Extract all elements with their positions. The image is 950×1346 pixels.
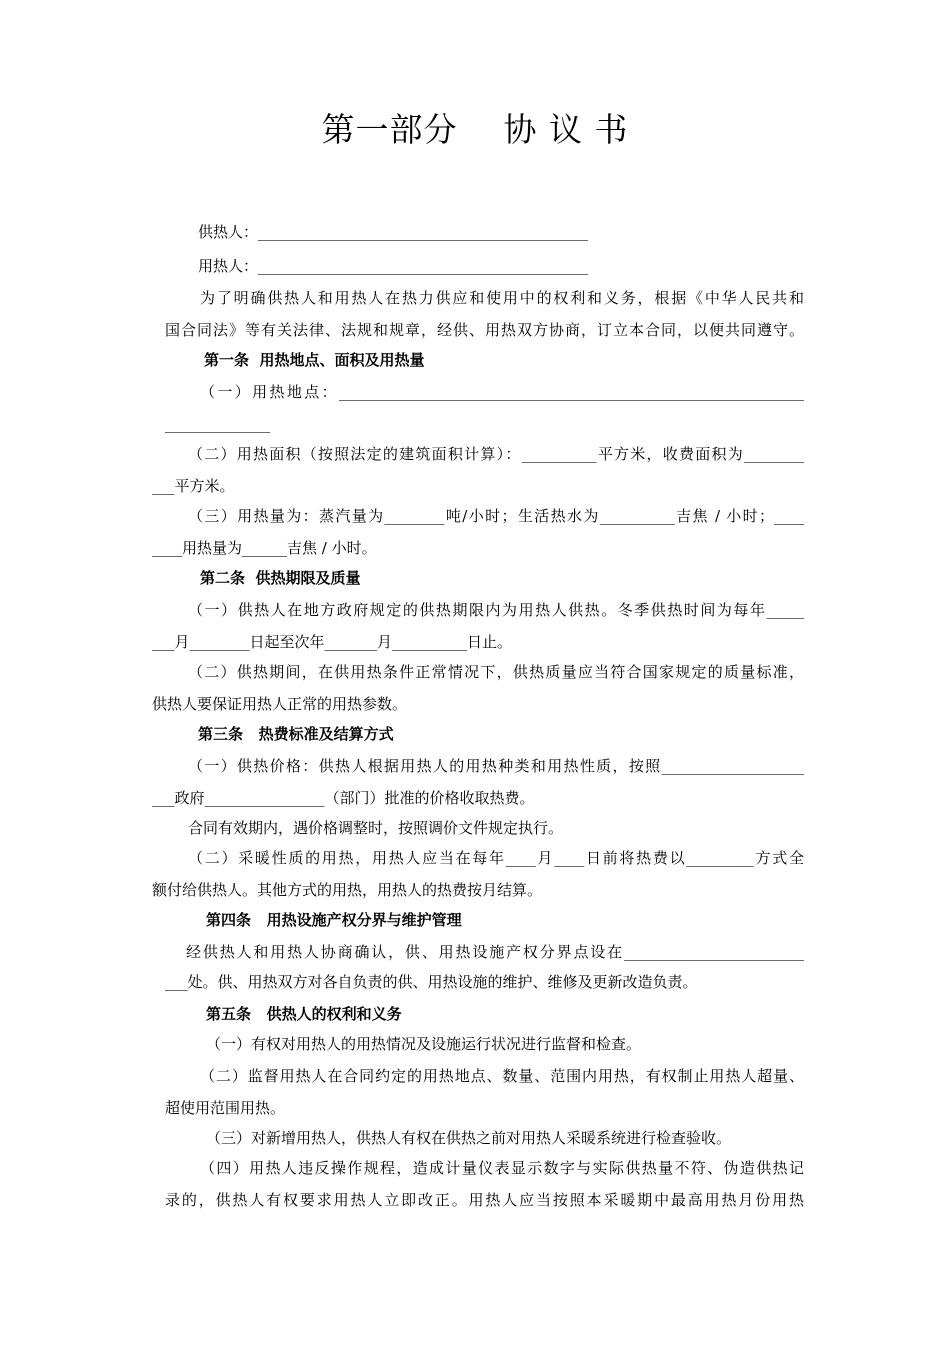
paragraph-line: （四）用热人违反操作规程，造成计量仪表显示数字与实际供热量不符、伪造供热记: [200, 1159, 804, 1177]
paragraph-line: （三）用热量为：蒸汽量为________吨/小时；生活热水为__________吉焦 / 小时；____: [188, 507, 804, 525]
paragraph-line: 为了明确供热人和用热人在热力供应和使用中的权利和义务，根据《中华人民共和: [200, 289, 804, 307]
paragraph-line: 录的，供热人有权要求用热人立即改正。用热人应当按照本采暖期中最高用热月份用热: [165, 1191, 804, 1209]
paragraph-line: （二）采暖性质的用热，用热人应当在每年____月____日前将热费以_________方式全: [188, 849, 804, 867]
paragraph-line: （一）供热价格：供热人根据用热人的用热种类和用热性质，按照___________________: [188, 757, 804, 775]
user-line: 用热人：____________________________________________: [198, 257, 589, 275]
article-heading: 第二条 供热期限及质量: [200, 569, 361, 587]
paragraph-line: 额付给供热人。其他方式的用热，用热人的热费按月结算。: [152, 881, 543, 899]
paragraph-line: ____用热量为______吉焦 / 小时。: [152, 539, 377, 557]
paragraph-line: 国合同法》等有关法律、法规和规章，经供、用热双方协商，订立本合同，以便共同遵守。: [165, 321, 804, 339]
page-title: 第一部分 协 议 书: [321, 110, 629, 149]
paragraph-line: ______________: [165, 415, 270, 433]
paragraph-line: ___处。供、用热双方对各自负责的供、用热设施的维护、维修及更新改造负责。: [165, 973, 698, 991]
paragraph-line: 供热人要保证用热人正常的用热参数。: [152, 695, 408, 713]
paragraph-line: （一）供热人在地方政府规定的供热期限内为用热人供热。冬季供热时间为每年_____: [188, 601, 804, 619]
paragraph-line: （一）用热地点：______________________________________________________________: [200, 383, 804, 401]
paragraph-line: ___月________日起至次年_______月__________日止。: [152, 633, 513, 651]
paragraph-line: 经供热人和用热人协商确认，供、用热设施产权分界点设在________________________: [186, 943, 804, 961]
paragraph-line: （二）用热面积（按照法定的建筑面积计算）：__________平方米，收费面积为________: [188, 445, 804, 463]
article-heading: 第四条 用热设施产权分界与维护管理: [206, 911, 462, 929]
paragraph-line: （二）监督用热人在合同约定的用热地点、数量、范围内用热，有权制止用热人超量、: [200, 1067, 804, 1085]
article-heading: 第一条 用热地点、面积及用热量: [204, 351, 425, 369]
supplier-line: 供热人：____________________________________________: [198, 223, 589, 241]
article-heading: 第三条 热费标准及结算方式: [198, 725, 394, 743]
paragraph-line: ___平方米。: [152, 477, 235, 495]
paragraph-line: 超使用范围用热。: [165, 1099, 286, 1117]
paragraph-line: 合同有效期内，遇价格调整时，按照调价文件规定执行。: [188, 819, 564, 837]
paragraph-line: ___政府________________（部门）批准的价格收取热费。: [152, 789, 535, 807]
paragraph-line: （三）对新增用热人，供热人有权在供热之前对用热人采暖系统进行检查验收。: [206, 1129, 732, 1147]
paragraph-line: （二）供热期间，在供用热条件正常情况下，供热质量应当符合国家规定的质量标准，: [188, 663, 804, 681]
article-heading: 第五条 供热人的权利和义务: [206, 1005, 402, 1023]
paragraph-line: （一）有权对用热人的用热情况及设施运行状况进行监督和检查。: [206, 1035, 642, 1053]
